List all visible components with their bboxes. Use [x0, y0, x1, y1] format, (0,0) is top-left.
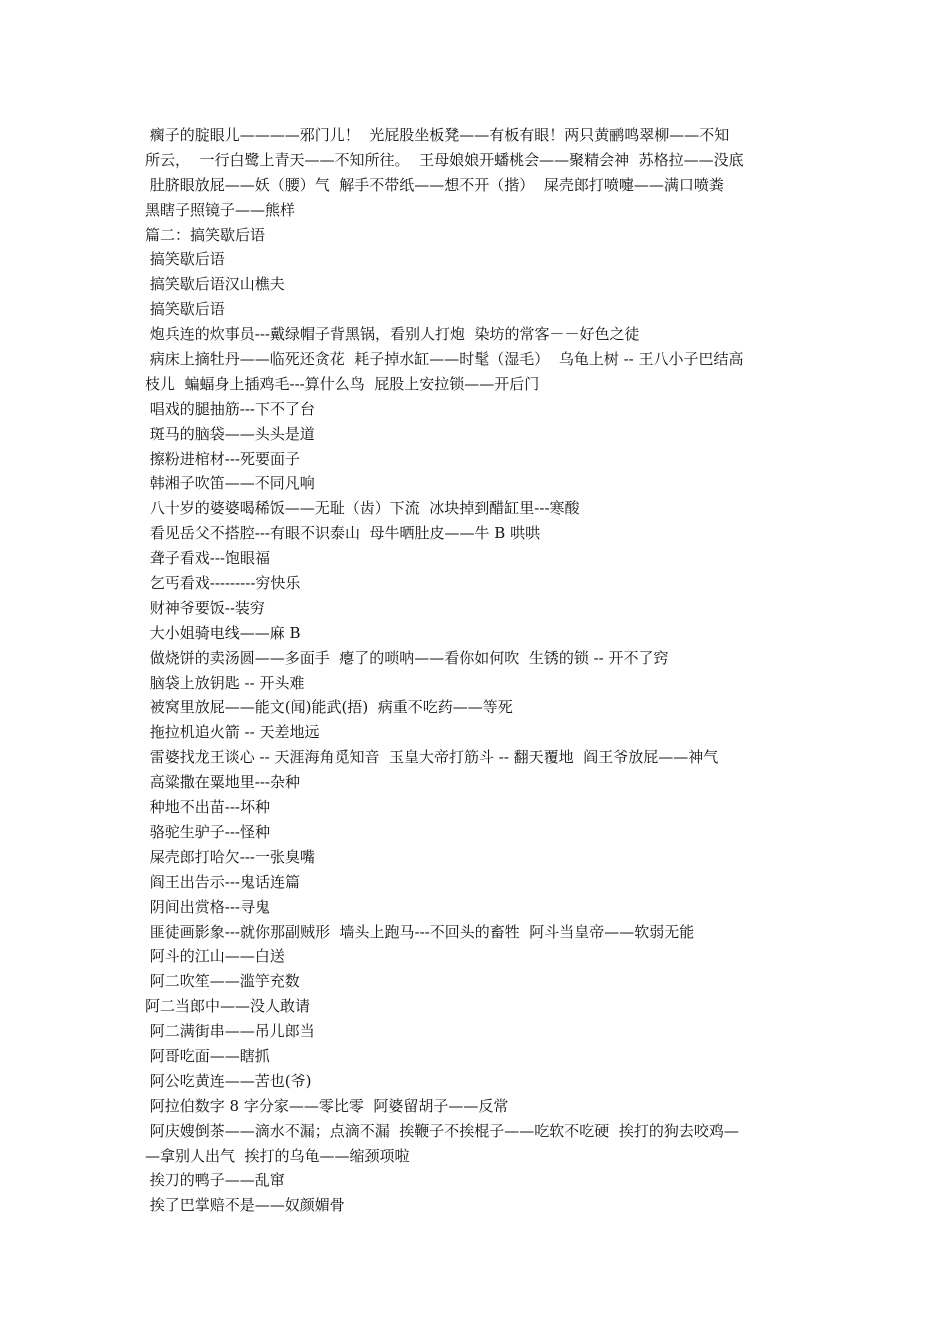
text-line: 阴间出赏格---寻鬼 — [145, 897, 270, 916]
text-line: 病床上摘牡丹——临死还贪花 耗子掉水缸——时髦（湿毛） 乌龟上树 -- 王八小子巴结高 — [145, 350, 744, 369]
text-line: 阿斗的江山——白送 — [145, 947, 285, 966]
text-line: 看见岳父不搭腔---有眼不识泰山 母牛晒肚皮——牛 B 哄哄 — [145, 524, 541, 543]
text-line: 拖拉机追火箭 -- 天差地远 — [145, 723, 320, 742]
text-line: 阿二满街串——吊儿郎当 — [145, 1022, 315, 1041]
text-line: 骆驼生驴子---怪种 — [145, 822, 270, 841]
text-line: 脑袋上放钥匙 -- 开头难 — [145, 673, 305, 692]
text-line: 韩湘子吹笛——不同凡响 — [145, 474, 315, 493]
text-line: 炮兵连的炊事员---戴绿帽子背黑锅，看别人打炮 染坊的常客－－好色之徒 — [145, 325, 640, 344]
text-line: 搞笑歇后语汉山樵夫 — [145, 275, 285, 294]
text-line: 瘸子的腚眼儿————邪门儿！ 光屁股坐板凳——有板有眼！两只黄鹂鸣翠柳——不知 — [145, 126, 730, 144]
text-line: 种地不出苗---坏种 — [145, 798, 270, 817]
text-line: 阿公吃黄连——苦也(爷) — [145, 1071, 312, 1090]
text-line: 所云， 一行白鹭上青天——不知所往。 王母娘娘开蟠桃会——聚精会神 苏格拉——没底 — [145, 150, 744, 169]
text-line: 黑瞎子照镜子——熊样 — [145, 200, 296, 219]
text-line: 乞丐看戏---------穷快乐 — [145, 574, 301, 593]
text-line: 阎王出告示---鬼话连篇 — [145, 872, 300, 891]
text-line: 阿哥吃面——瞎抓 — [145, 1046, 270, 1065]
text-line: 屎壳郎打哈欠---一张臭嘴 — [145, 847, 315, 866]
text-line: 挨刀的鸭子——乱窜 — [145, 1171, 285, 1190]
text-line: 阿拉伯数字 8 字分家——零比零 阿婆留胡子——反常 — [145, 1096, 509, 1115]
text-line: 唱戏的腿抽筋---下不了台 — [145, 399, 315, 418]
text-line: 搞笑歇后语 — [145, 300, 225, 319]
text-line: 财神爷要饭--装穷 — [145, 598, 265, 617]
text-line: 肚脐眼放屁——妖（腰）气 解手不带纸——想不开（揩） 屎壳郎打喷嚏——满口喷粪 — [145, 175, 724, 194]
section-heading: 篇二：搞笑歇后语 — [145, 225, 266, 244]
text-line: 做烧饼的卖汤圆——多面手 瘪了的唢呐——看你如何吹 生锈的锁 -- 开不了窍 — [145, 648, 669, 667]
text-line: 阿二当郎中——没人敢请 — [145, 997, 311, 1016]
text-line: 枝儿 蝙蝠身上插鸡毛---算什么鸟 屁股上安拉锁——开后门 — [145, 374, 540, 393]
text-line: 八十岁的婆婆喝稀饭——无耻（齿）下流 冰块掉到醋缸里---寒酸 — [145, 499, 580, 518]
text-line: 聋子看戏---饱眼福 — [145, 549, 270, 568]
text-line: 高粱撒在粟地里---杂种 — [145, 773, 300, 792]
text-line: 斑马的脑袋——头头是道 — [145, 424, 315, 443]
text-line: 大小姐骑电线——麻 B — [145, 623, 301, 642]
document-body — [145, 123, 810, 1218]
text-line: 搞笑歇后语 — [145, 250, 225, 269]
text-line: 匪徒画影象---就你那副贼形 墙头上跑马---不回头的畜牲 阿斗当皇帝——软弱无能 — [145, 922, 695, 941]
text-line: 雷婆找龙王谈心 -- 天涯海角觅知音 玉皇大帝打筋斗 -- 翻天覆地 阎王爷放屁——神气 — [145, 748, 719, 767]
text-line: 被窝里放屁——能文(闻)能武(捂) 病重不吃药——等死 — [145, 698, 513, 717]
text-line: 擦粉进棺材---死要面子 — [145, 449, 300, 468]
text-line: 阿二吹笙——滥竽充数 — [145, 972, 300, 991]
text-line: 阿庆嫂倒茶——滴水不漏；点滴不漏 挨鞭子不挨棍子——吃软不吃硬 挨打的狗去咬鸡— — [145, 1121, 739, 1140]
text-line: 挨了巴掌赔不是——奴颜媚骨 — [145, 1196, 345, 1215]
text-line: —拿别人出气 挨打的乌龟——缩颈项啦 — [145, 1146, 410, 1165]
